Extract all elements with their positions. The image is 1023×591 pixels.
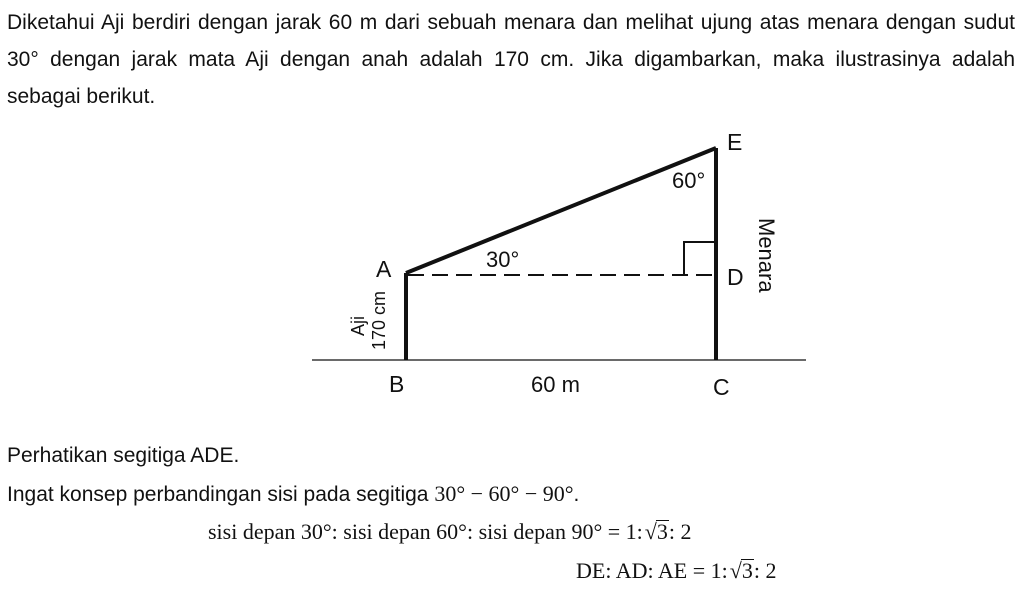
angle-label-e: 60° xyxy=(672,168,706,193)
intro-paragraph: Diketahui Aji berdiri dengan jarak 60 m dari sebuah menara dan melihat ujung atas menara dengan sudut 30° dengan jarak mata Aji dengan anah adalah 170 cm. Jika digambarkan, maka ilustrasinya adalah sebagai berikut. xyxy=(7,11,1015,108)
segment-ae xyxy=(406,148,716,273)
explanation-line-2-prefix: Ingat konsep perbandingan sisi pada segitiga xyxy=(7,483,435,506)
ratio-1-text: sisi depan 30°: sisi depan 60°: sisi depan 90° xyxy=(208,519,603,544)
ratio-1-root: 3 xyxy=(656,519,668,544)
right-angle-marker xyxy=(684,242,716,275)
ratio-2-tail: : 2 xyxy=(753,558,777,583)
tower-label: Menara xyxy=(754,218,779,293)
explanation-line-2-suffix: . xyxy=(573,483,580,506)
ratio-1-eq: = 1: xyxy=(607,519,643,544)
distance-label: 60 m xyxy=(531,372,580,397)
person-label: Aji xyxy=(348,315,368,336)
ratio-equation-2 xyxy=(576,558,776,584)
point-label-b: B xyxy=(389,371,405,397)
ratio-2-left: DE: AD: AE xyxy=(576,558,688,583)
point-label-e: E xyxy=(727,129,743,155)
explanation-line-2 xyxy=(7,481,579,507)
ratio-2-eq: = 1: xyxy=(692,558,728,583)
ratio-2-root: 3 xyxy=(741,558,753,583)
person-height-label: 170 cm xyxy=(369,290,389,350)
angle-sequence-math: 30° − 60° − 90° xyxy=(434,481,574,506)
angle-label-a: 30° xyxy=(486,247,520,272)
ratio-1-tail: : 2 xyxy=(668,519,692,544)
point-label-a: A xyxy=(376,256,392,282)
point-label-c: C xyxy=(713,374,730,400)
sqrt-symbol: √3 xyxy=(644,519,668,544)
explanation-line-1: Perhatikan segitiga ADE. xyxy=(7,444,240,467)
ratio-equation-1 xyxy=(208,519,691,545)
point-label-d: D xyxy=(727,264,744,290)
sqrt-symbol: √3 xyxy=(729,558,753,583)
